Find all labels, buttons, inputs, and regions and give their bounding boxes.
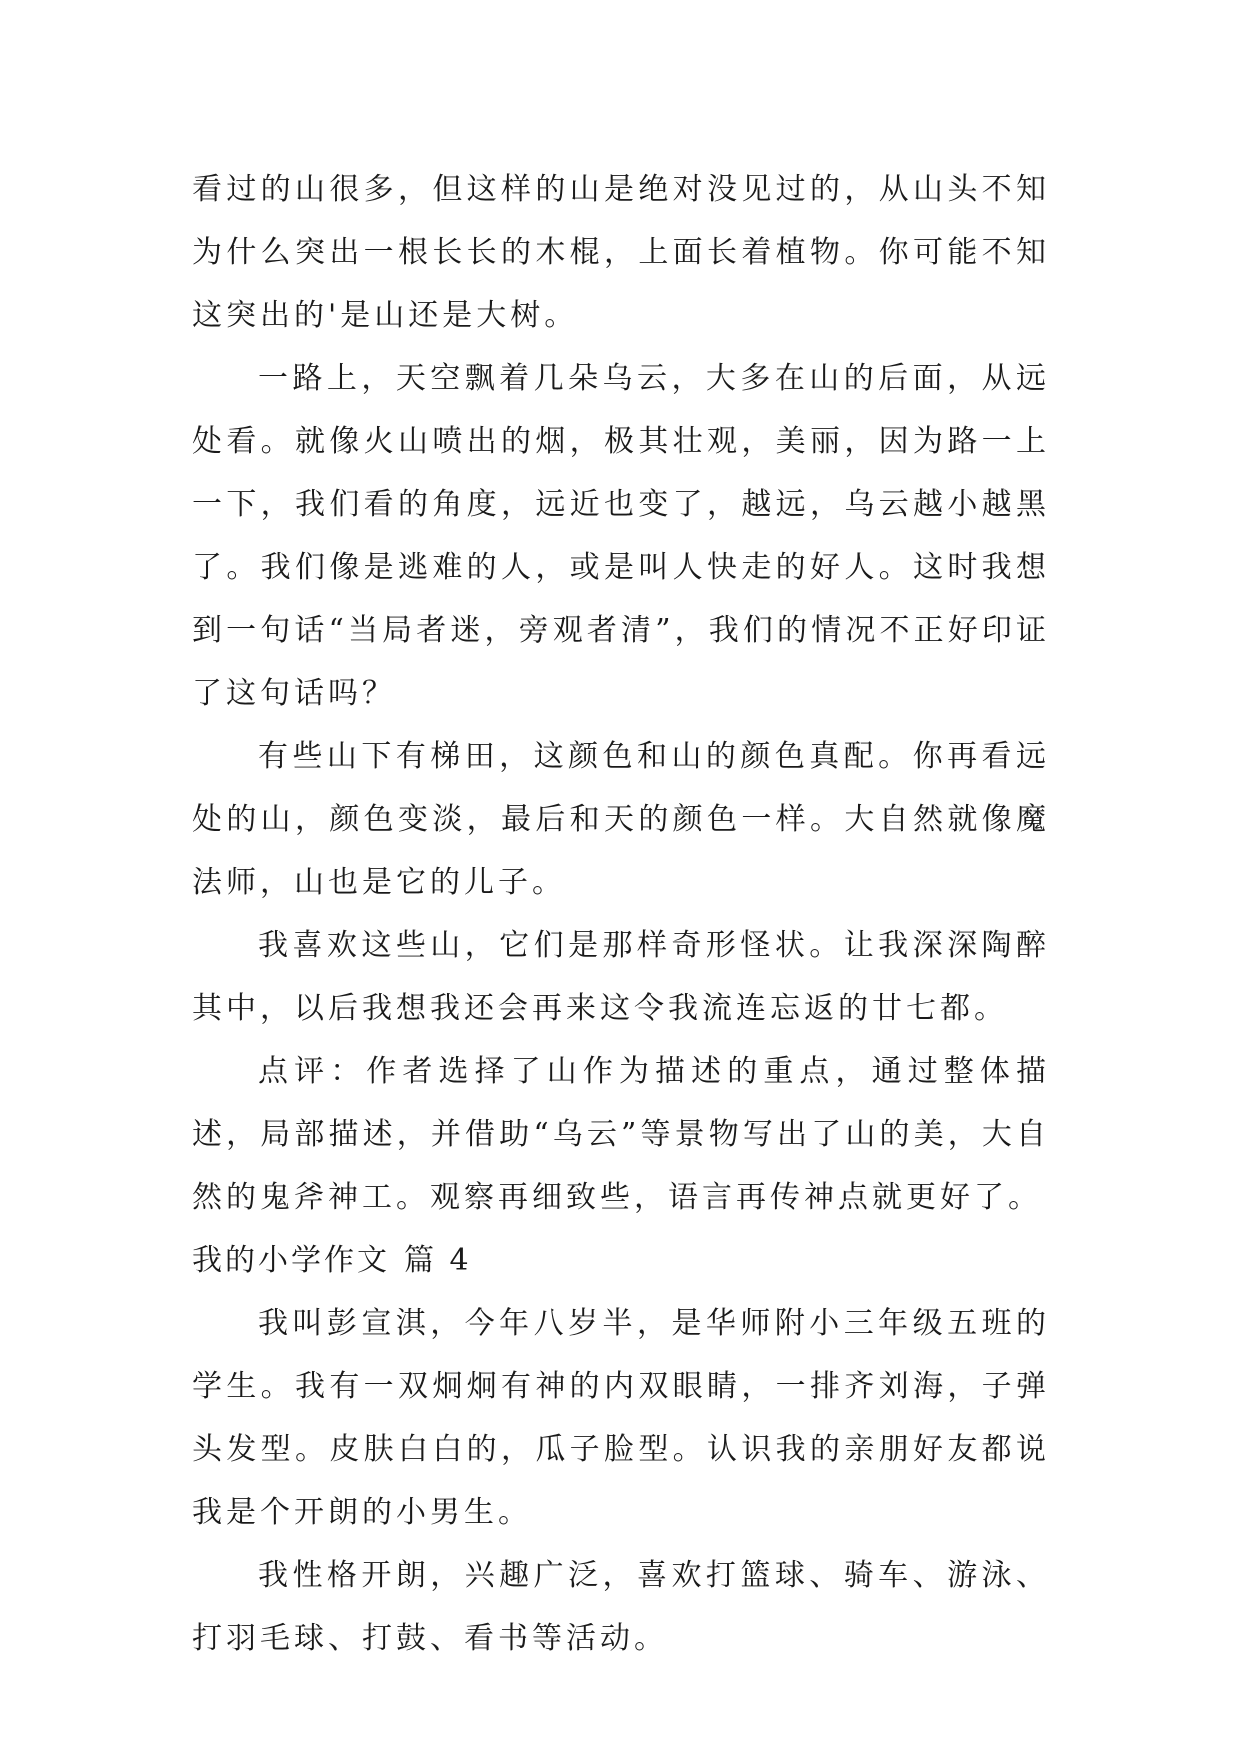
section-heading-number: 篇 4 — [404, 1243, 472, 1278]
paragraph-terraced-fields: 有些山下有梯田，这颜色和山的颜色真配。你再看远处的山，颜色变淡，最后和天的颜色一样。大自然就像魔法师，山也是它的儿子。 — [192, 739, 1050, 900]
section-heading — [192, 1229, 1050, 1292]
paragraph-mountain-stick: 看过的山很多，但这样的山是绝对没见过的，从山头不知为什么突出一根长长的木棍，上面长着植物。你可能不知这突出的'是山还是大树。 — [192, 172, 1050, 333]
paragraph-love-mountains: 我喜欢这些山，它们是那样奇形怪状。让我深深陶醉其中，以后我想我还会再来这令我流连忘返的廿七都。 — [192, 928, 1050, 1026]
paragraph-hobbies: 我性格开朗，兴趣广泛，喜欢打篮球、骑车、游泳、打羽毛球、打鼓、看书等活动。 — [192, 1558, 1050, 1656]
section-heading-title: 我的小学作文 — [192, 1243, 390, 1278]
document-page — [192, 158, 1050, 1670]
paragraph-dark-clouds: 一路上，天空飘着几朵乌云，大多在山的后面，从远处看。就像火山喷出的烟，极其壮观，美丽，因为路一上一下，我们看的角度，远近也变了，越远，乌云越小越黑了。我们像是逃难的人，或是叫人快走的好人。这时我想到一句话“当局者迷，旁观者清”，我们的情况不正好印证了这句话吗？ — [192, 361, 1050, 711]
paragraph-teacher-comment: 点评：作者选择了山作为描述的重点，通过整体描述，局部描述，并借助“乌云”等景物写出了山的美，大自然的鬼斧神工。观察再细致些，语言再传神点就更好了。 — [192, 1054, 1050, 1215]
paragraph-self-introduction: 我叫彭宣淇，今年八岁半，是华师附小三年级五班的学生。我有一双炯炯有神的内双眼睛，一排齐刘海，子弹头发型。皮肤白白的，瓜子脸型。认识我的亲朋好友都说我是个开朗的小男生。 — [192, 1306, 1050, 1530]
